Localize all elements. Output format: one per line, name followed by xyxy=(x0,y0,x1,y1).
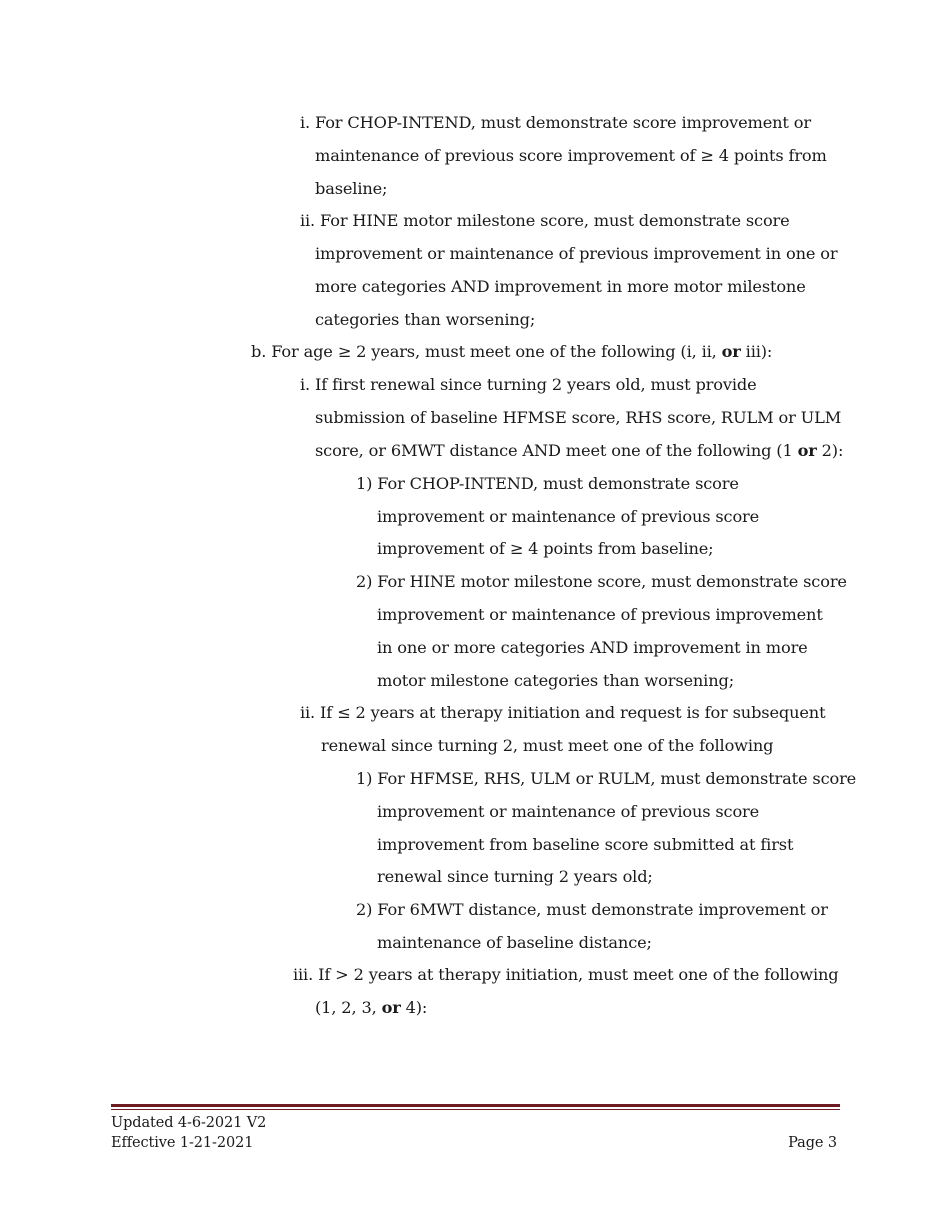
list-item: i. If first renewal since turning 2 years old, must provide xyxy=(300,375,757,394)
footer-effective: Effective 1-21-2021 xyxy=(111,1135,254,1151)
sub-list-item-continuation: improvement or maintenance of previous score xyxy=(377,802,760,821)
list-item-continuation: more categories AND improvement in more motor milestone xyxy=(315,277,806,296)
list-item-continuation: categories than worsening; xyxy=(315,310,536,329)
list-item-continuation: renewal since turning 2, must meet one of the following xyxy=(321,736,774,755)
sub-list-item-continuation: renewal since turning 2 years old; xyxy=(377,867,653,886)
list-item-age-criteria: b. For age ≥ 2 years, must meet one of the following (i, ii, or iii): xyxy=(251,342,773,361)
sub-list-item: 2) For HINE motor milestone score, must demonstrate score xyxy=(356,572,847,591)
sub-list-item: 2) For 6MWT distance, must demonstrate improvement or xyxy=(356,900,828,919)
list-item-continuation: submission of baseline HFMSE score, RHS score, RULM or ULM xyxy=(315,408,842,427)
sub-list-item-continuation: in one or more categories AND improvement in more xyxy=(377,638,808,657)
sub-list-item-continuation: improvement from baseline score submitted at first xyxy=(377,835,794,854)
list-item: i. For CHOP-INTEND, must demonstrate score improvement or xyxy=(300,113,811,132)
sub-list-item-continuation: improvement or maintenance of previous improvement xyxy=(377,605,823,624)
list-item-continuation: score, or 6MWT distance AND meet one of the following (1 or 2): xyxy=(315,441,844,460)
list-item: ii. For HINE motor milestone score, must demonstrate score xyxy=(300,211,790,230)
footer-rule-thin xyxy=(111,1109,840,1110)
sub-list-item-continuation: motor milestone categories than worsening; xyxy=(377,671,735,690)
footer-rule-thick xyxy=(111,1104,840,1107)
list-item: iii. If > 2 years at therapy initiation, must meet one of the following xyxy=(293,965,839,984)
sub-list-item-continuation: improvement of ≥ 4 points from baseline; xyxy=(377,539,714,558)
list-item: ii. If ≤ 2 years at therapy initiation and request is for subsequent xyxy=(300,703,826,722)
list-item-continuation: baseline; xyxy=(315,179,388,198)
sub-list-item-continuation: maintenance of baseline distance; xyxy=(377,933,652,952)
footer-updated: Updated 4-6-2021 V2 xyxy=(111,1115,267,1131)
sub-list-item: 1) For CHOP-INTEND, must demonstrate score xyxy=(356,474,739,493)
page-number: Page 3 xyxy=(788,1135,837,1151)
list-item-continuation: (1, 2, 3, or 4): xyxy=(315,998,428,1017)
sub-list-item-continuation: improvement or maintenance of previous score xyxy=(377,507,760,526)
list-item-continuation: improvement or maintenance of previous improvement in one or xyxy=(315,244,838,263)
list-item-continuation: maintenance of previous score improvement of ≥ 4 points from xyxy=(315,146,827,165)
sub-list-item: 1) For HFMSE, RHS, ULM or RULM, must demonstrate score xyxy=(356,769,857,788)
